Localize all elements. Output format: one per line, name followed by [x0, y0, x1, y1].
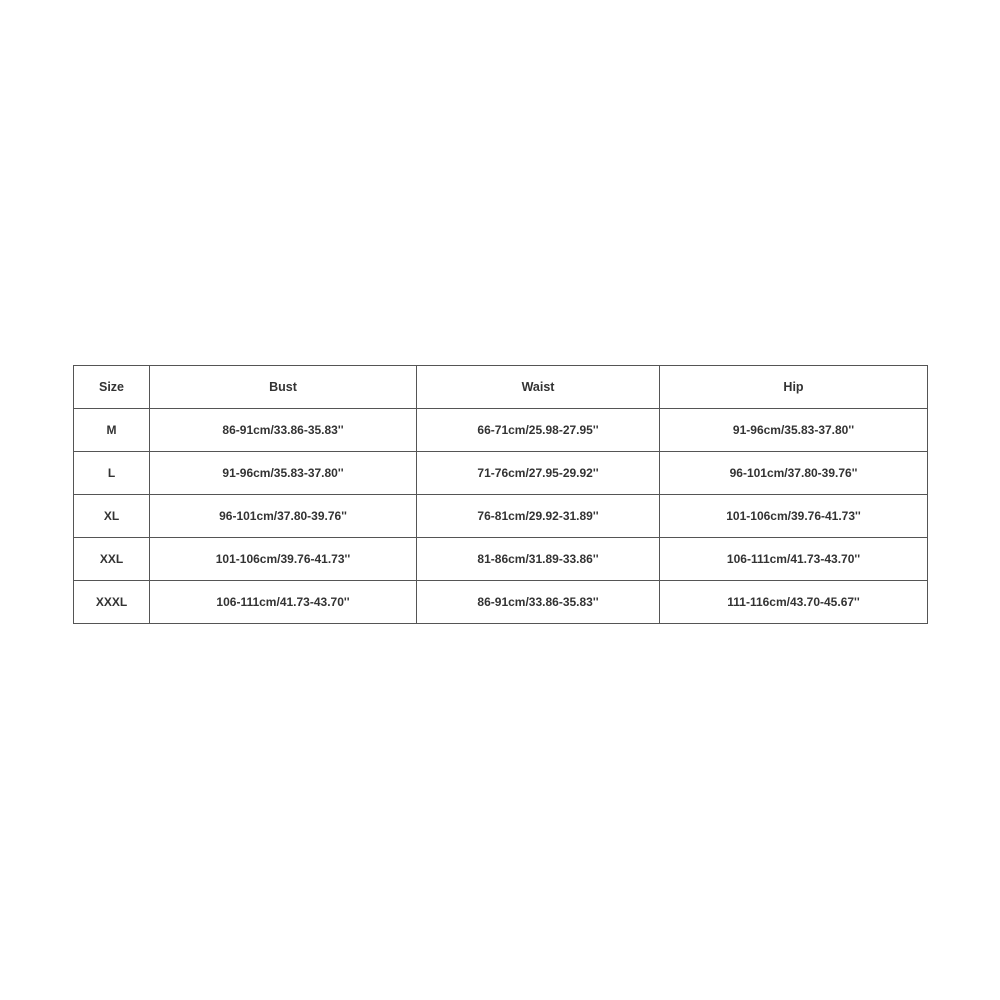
header-waist: Waist — [417, 366, 660, 409]
waist-cell: 86-91cm/33.86-35.83'' — [417, 581, 660, 624]
size-cell: L — [74, 452, 150, 495]
size-cell: M — [74, 409, 150, 452]
bust-cell: 106-111cm/41.73-43.70'' — [150, 581, 417, 624]
header-bust: Bust — [150, 366, 417, 409]
size-cell: XXXL — [74, 581, 150, 624]
hip-cell: 111-116cm/43.70-45.67'' — [660, 581, 928, 624]
table-row — [74, 409, 928, 452]
bust-cell: 101-106cm/39.76-41.73'' — [150, 538, 417, 581]
bust-cell: 91-96cm/35.83-37.80'' — [150, 452, 417, 495]
table-row — [74, 452, 928, 495]
header-hip: Hip — [660, 366, 928, 409]
table-row — [74, 495, 928, 538]
size-chart-table — [73, 365, 928, 624]
hip-cell: 106-111cm/41.73-43.70'' — [660, 538, 928, 581]
table-row — [74, 538, 928, 581]
waist-cell: 71-76cm/27.95-29.92'' — [417, 452, 660, 495]
waist-cell: 66-71cm/25.98-27.95'' — [417, 409, 660, 452]
hip-cell: 101-106cm/39.76-41.73'' — [660, 495, 928, 538]
bust-cell: 86-91cm/33.86-35.83'' — [150, 409, 417, 452]
waist-cell: 76-81cm/29.92-31.89'' — [417, 495, 660, 538]
table-header-row — [74, 366, 928, 409]
table-row — [74, 581, 928, 624]
hip-cell: 91-96cm/35.83-37.80'' — [660, 409, 928, 452]
hip-cell: 96-101cm/37.80-39.76'' — [660, 452, 928, 495]
header-size: Size — [74, 366, 150, 409]
size-cell: XL — [74, 495, 150, 538]
bust-cell: 96-101cm/37.80-39.76'' — [150, 495, 417, 538]
size-cell: XXL — [74, 538, 150, 581]
waist-cell: 81-86cm/31.89-33.86'' — [417, 538, 660, 581]
